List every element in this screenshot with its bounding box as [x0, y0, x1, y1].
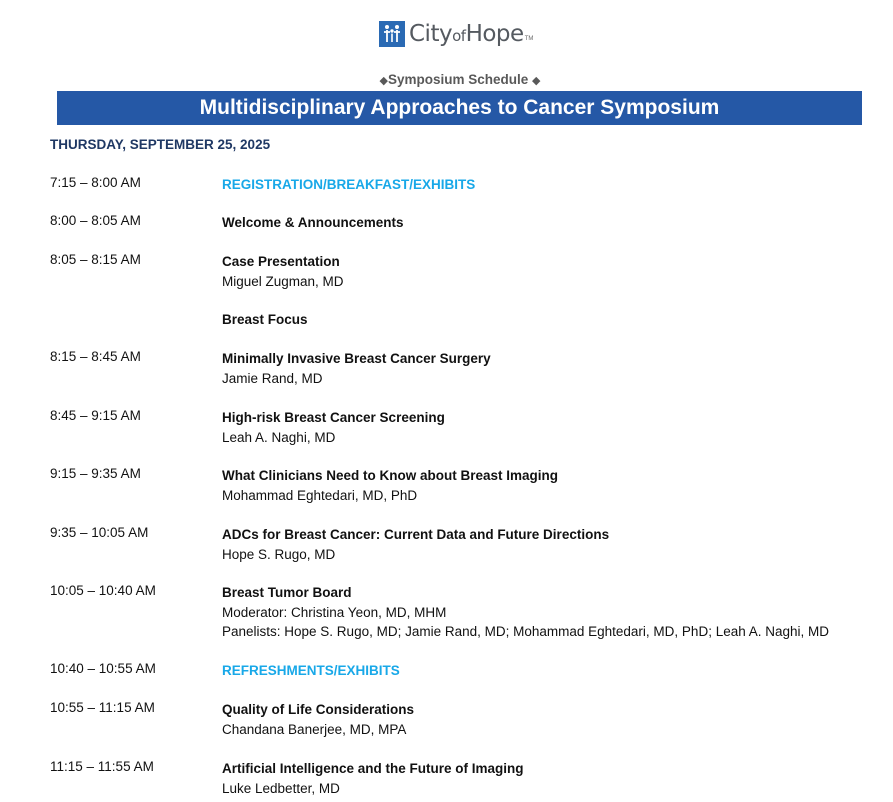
logo-wordmark: CityofHope [409, 21, 524, 47]
city-of-hope-logo [379, 19, 533, 49]
session-time: 8:05 – 8:15 AM [50, 252, 141, 267]
session-title: Quality of Life Considerations [222, 702, 415, 717]
trademark-symbol: TM [524, 36, 534, 42]
diamond-icon: ◆ [379, 75, 388, 87]
session-speaker: Jamie Rand, MD [222, 370, 323, 386]
schedule-label: ◆Symposium Schedule ◆ [379, 72, 541, 87]
session-time: 8:15 – 8:45 AM [50, 349, 141, 364]
session-title: Breast Tumor Board [222, 585, 352, 600]
session-info [222, 310, 308, 330]
session-time: 7:15 – 8:00 AM [50, 175, 141, 190]
session-info [222, 213, 404, 233]
symposium-title-banner: Multidisciplinary Approaches to Cancer Symposium [57, 91, 862, 125]
session-title: High-risk Breast Cancer Screening [222, 410, 445, 425]
session-info [222, 252, 344, 291]
day-heading: THURSDAY, SEPTEMBER 25, 2025 [50, 137, 271, 152]
session-time: 10:55 – 11:15 AM [50, 700, 155, 715]
session-title: ADCs for Breast Cancer: Current Data and Future Directions [222, 527, 610, 542]
session-time: 9:35 – 10:05 AM [50, 525, 149, 540]
session-time: 11:15 – 11:55 AM [50, 759, 154, 774]
people-icon [379, 21, 405, 47]
session-title: Artificial Intelligence and the Future of Imaging [222, 761, 524, 776]
session-speaker: Miguel Zugman, MD [222, 273, 344, 289]
session-speaker: Leah A. Naghi, MD [222, 429, 336, 445]
session-title: Case Presentation [222, 254, 340, 269]
session-info [222, 661, 400, 681]
session-info [222, 583, 829, 642]
session-speaker: Luke Ledbetter, MD [222, 780, 340, 796]
session-speaker: Mohammad Eghtedari, MD, PhD [222, 487, 418, 503]
session-info [222, 525, 609, 564]
session-time: 10:40 – 10:55 AM [50, 661, 156, 676]
session-time: 10:05 – 10:40 AM [50, 583, 156, 598]
session-speaker: Moderator: Christina Yeon, MD, MHM [222, 604, 447, 620]
session-info [222, 466, 558, 505]
session-info [222, 175, 475, 195]
session-title: Breast Focus [222, 312, 308, 327]
session-speaker: Hope S. Rugo, MD [222, 546, 336, 562]
session-info [222, 759, 524, 798]
session-info [222, 408, 445, 447]
session-time: 9:15 – 9:35 AM [50, 466, 141, 481]
session-speaker: Chandana Banerjee, MD, MPA [222, 721, 407, 737]
break-title: REFRESHMENTS/EXHIBITS [222, 663, 400, 678]
session-speaker: Panelists: Hope S. Rugo, MD; Jamie Rand, MD; Mohammad Eghtedari, MD, PhD; Leah A. Naghi, MD [222, 624, 830, 639]
session-title: Welcome & Announcements [222, 215, 404, 230]
session-title: Minimally Invasive Breast Cancer Surgery [222, 351, 491, 366]
session-time: 8:45 – 9:15 AM [50, 408, 141, 423]
session-time: 8:00 – 8:05 AM [50, 213, 141, 228]
break-title: REGISTRATION/BREAKFAST/EXHIBITS [222, 177, 476, 192]
session-title: What Clinicians Need to Know about Breast Imaging [222, 468, 559, 483]
session-info [222, 349, 491, 388]
diamond-icon: ◆ [532, 75, 541, 87]
session-info [222, 700, 414, 739]
